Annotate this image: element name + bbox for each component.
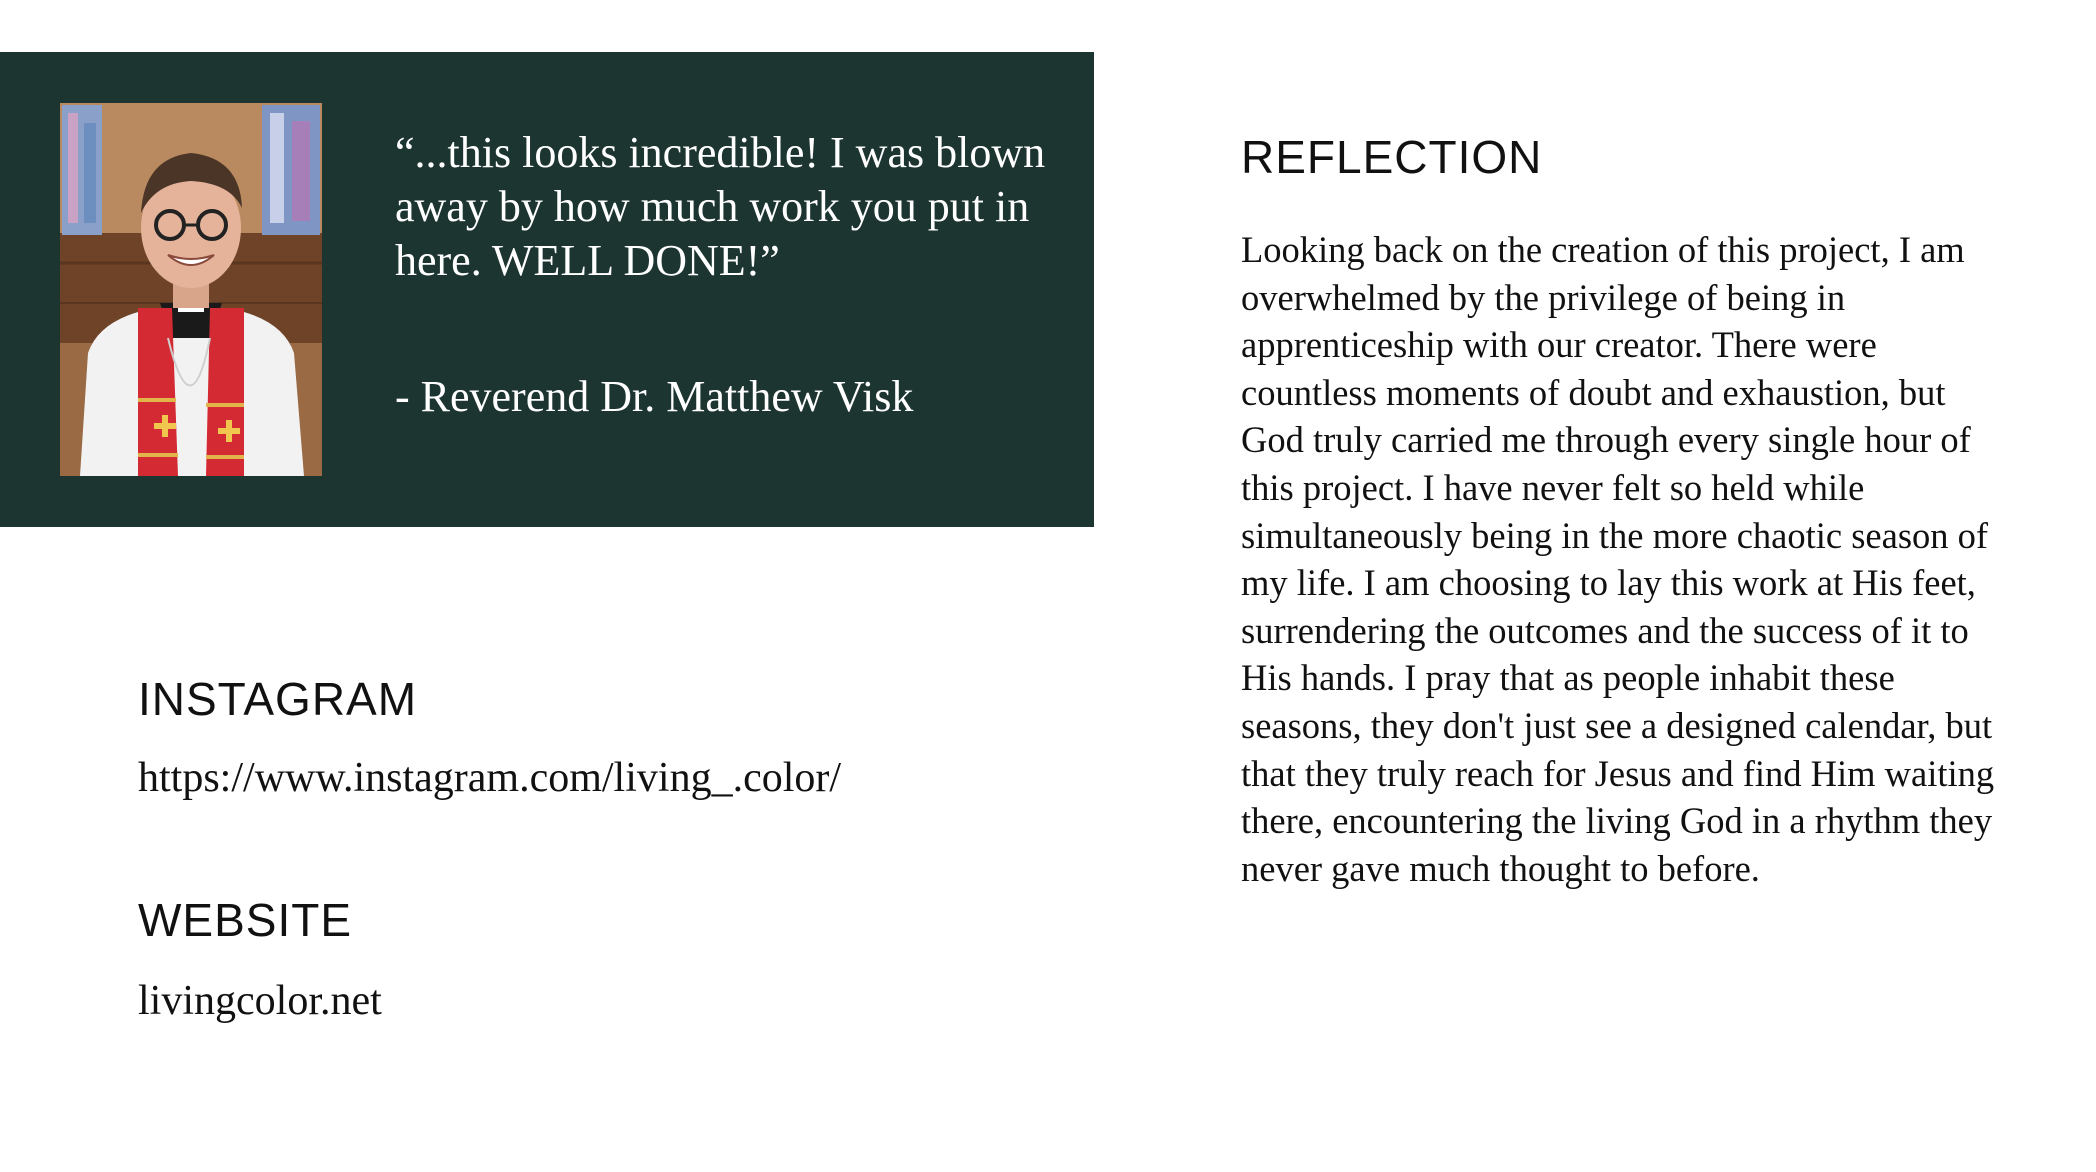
testimonial-quote: “...this looks incredible! I was blown away by how much work you put in here. WELL DONE!”: [395, 128, 1046, 285]
portrait-image: [60, 103, 322, 476]
reflection-paragraph: Looking back on the creation of this project, I am overwhelmed by the privilege of being in apprenticeship with our creator. There were countless moments of doubt and exhaustion, but God truly carried me through every single hour of this project. I have never felt so held while simultaneously being in the more chaotic season of my life. I am choosing to lay this work at His feet, surrendering the outcomes and the success of it to His hands. I pray that as people inhabit these seasons, they don't just see a designed calendar, but that they truly reach for Jesus and find Him waiting there, encountering the living God in a rhythm they never gave much thought to before.: [1241, 229, 1995, 889]
testimonial-author: - Reverend Dr. Matthew Visk: [395, 372, 914, 421]
website-heading: WEBSITE: [138, 894, 353, 946]
instagram-heading: INSTAGRAM: [138, 673, 418, 725]
website-link[interactable]: livingcolor.net: [138, 978, 382, 1024]
reflection-heading: REFLECTION: [1241, 131, 1543, 183]
instagram-link[interactable]: https://www.instagram.com/living_.color/: [138, 755, 842, 801]
testimonial-panel: [0, 52, 1094, 527]
reverend-portrait: [60, 103, 322, 476]
